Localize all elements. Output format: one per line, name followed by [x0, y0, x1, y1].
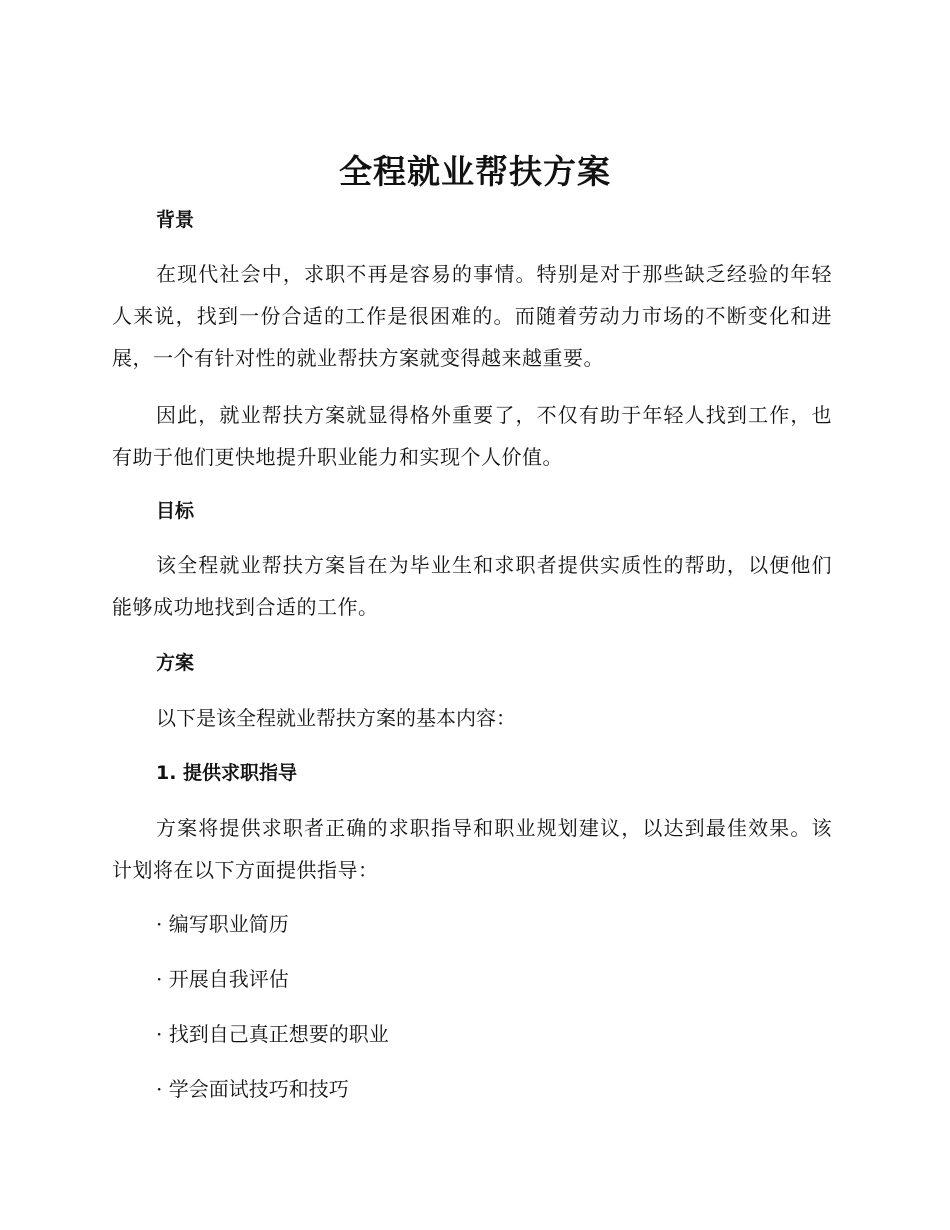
section-heading-plan: 方案 — [156, 652, 195, 674]
section-heading-goal: 目标 — [156, 500, 195, 522]
bullet-item: · 找到自己真正想要的职业 — [156, 1022, 389, 1046]
paragraph-background-1: 在现代社会中，求职不再是容易的事情。特别是对于那些缺乏经验的年轻人来说，找到一份合适的工作是很困难的。而随着劳动力市场的不断变化和进展，一个有针对性的就业帮扶方案就变得越来越重要。 — [112, 262, 832, 370]
paragraph-background-2: 因此，就业帮扶方案就显得格外重要了，不仅有助于年轻人找到工作，也有助于他们更快地提升职业能力和实现个人价值。 — [112, 403, 832, 469]
document-title: 全程就业帮扶方案 — [339, 152, 611, 191]
bullet-item: · 编写职业简历 — [156, 912, 289, 936]
bullet-item: · 学会面试技巧和技巧 — [156, 1077, 349, 1101]
subheading-item-1: 1. 提供求职指导 — [156, 762, 298, 784]
section-heading-background: 背景 — [156, 209, 195, 231]
paragraph-item-1: 方案将提供求职者正确的求职指导和职业规划建议，以达到最佳效果。该计划将在以下方面提供指导： — [112, 816, 832, 882]
paragraph-plan-intro: 以下是该全程就业帮扶方案的基本内容： — [156, 706, 516, 730]
bullet-item: · 开展自我评估 — [156, 967, 289, 991]
paragraph-goal-1: 该全程就业帮扶方案旨在为毕业生和求职者提供实质性的帮助，以便他们能够成功地找到合适的工作。 — [112, 553, 832, 619]
